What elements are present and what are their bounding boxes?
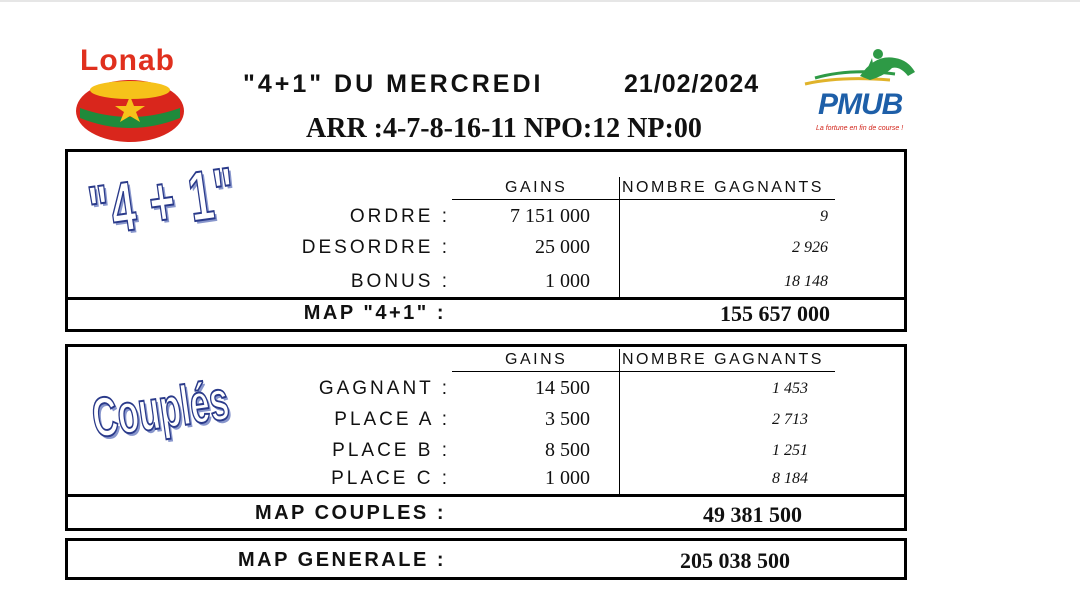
row-label: DESORDRE :: [301, 237, 450, 258]
lonab-logo-text: Lonab: [80, 44, 175, 77]
row-count: 9: [820, 208, 828, 225]
draw-date: 21/02/2024: [624, 70, 760, 98]
row-gain: 14 500: [535, 377, 590, 399]
row-count: 1 453: [772, 380, 808, 397]
row-gain: 1 000: [545, 270, 590, 292]
row-count: 8 184: [772, 470, 808, 487]
row-gain: 7 151 000: [510, 205, 590, 227]
row-label: PLACE C :: [331, 468, 450, 489]
pmub-slogan: La fortune en fin de course !: [816, 125, 904, 132]
row-count: 18 148: [784, 273, 828, 290]
row-count: 2 926: [792, 239, 828, 256]
col-header-gagnants: NOMBRE GAGNANTS: [622, 179, 824, 196]
map-couples-value: 49 381 500: [703, 502, 802, 527]
page-title: "4+1" DU MERCREDI: [243, 70, 544, 98]
col-header-gagnants: NOMBRE GAGNANTS: [622, 351, 824, 368]
header-underline: [452, 199, 835, 200]
column-divider: [619, 177, 620, 297]
top-divider: [0, 0, 1080, 2]
header-underline: [452, 371, 835, 372]
row-gain: 1 000: [545, 467, 590, 489]
row-gain: 3 500: [545, 408, 590, 430]
map-41-label: MAP "4+1" :: [303, 302, 446, 324]
row-gain: 25 000: [535, 236, 590, 258]
arrival-result: ARR :4-7-8-16-11 NPO:12 NP:00: [306, 113, 702, 144]
map-general-label: MAP GENERALE :: [238, 549, 446, 571]
section-41-tag: "4 + 1": [84, 152, 242, 251]
row-count: 1 251: [772, 442, 808, 459]
row-label: BONUS :: [350, 271, 450, 292]
map-couples-label: MAP COUPLES :: [254, 502, 446, 524]
pmub-logo-text: PMUB: [818, 88, 903, 121]
col-header-gains: GAINS: [505, 179, 568, 196]
map-41-value: 155 657 000: [720, 301, 830, 326]
section-couples-tag: Couplés: [88, 367, 233, 450]
map-general-value: 205 038 500: [680, 548, 790, 573]
col-header-gains: GAINS: [505, 351, 568, 368]
row-label: PLACE B :: [332, 440, 450, 461]
lonab-logo-icon: [74, 78, 186, 144]
row-label: PLACE A :: [334, 409, 450, 430]
row-count: 2 713: [772, 411, 808, 428]
row-label: ORDRE :: [349, 206, 450, 227]
row-gain: 8 500: [545, 439, 590, 461]
row-label: GAGNANT :: [318, 378, 450, 399]
